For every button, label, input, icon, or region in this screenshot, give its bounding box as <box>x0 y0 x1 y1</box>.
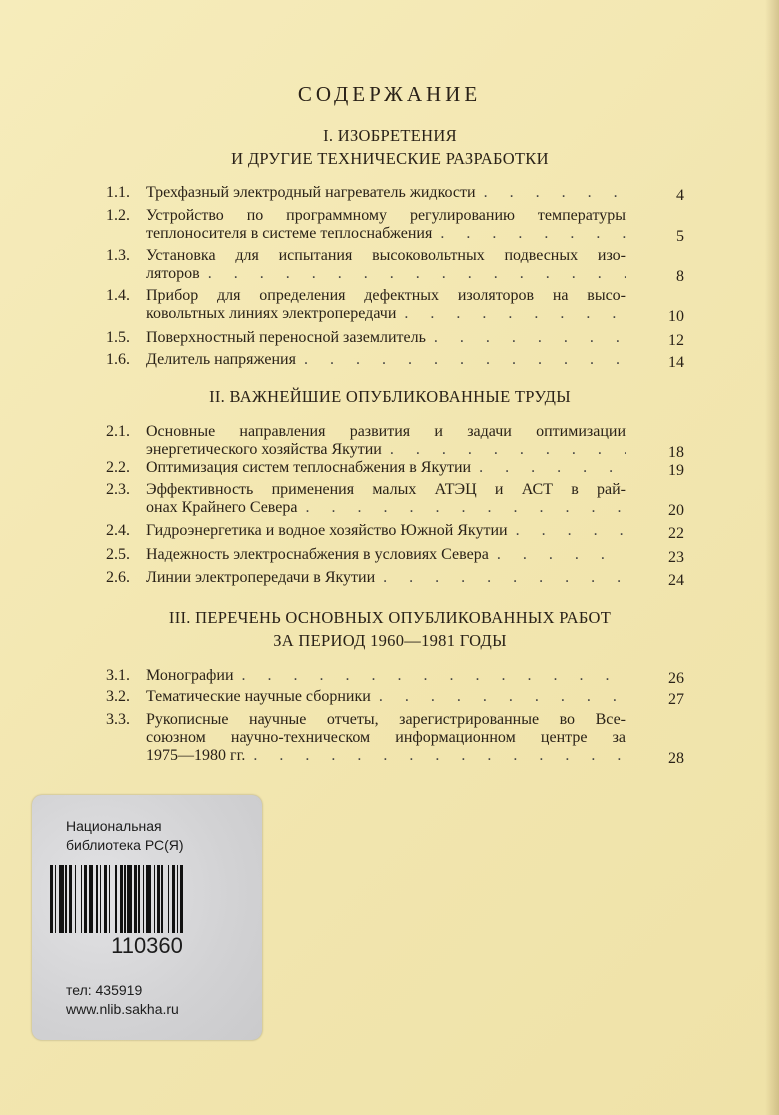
entry-title <box>146 459 626 477</box>
entry-text: Прибор для определения дефектных изоляторов на высо- <box>146 287 626 304</box>
entry-page-number: 8 <box>676 268 684 285</box>
dot-leader <box>305 499 626 517</box>
entry-title <box>146 546 626 564</box>
entry-title-line <box>146 329 626 347</box>
entry-title-line <box>146 351 626 369</box>
entry-text: Трехфазный электродный нагреватель жидкости <box>146 184 476 201</box>
entry-number: 1.4. <box>106 287 130 304</box>
page-title: СОДЕРЖАНИЕ <box>297 82 482 106</box>
entry-page-number: 19 <box>668 462 684 479</box>
entry-page-number: 20 <box>668 502 684 519</box>
entry-page-number: 23 <box>668 549 684 566</box>
entry-title-line <box>146 305 626 323</box>
entry-page-number: 5 <box>676 228 684 245</box>
dot-leader <box>434 329 626 347</box>
entry-title <box>146 329 626 347</box>
entry-title-line <box>146 459 626 477</box>
entry-number: 2.3. <box>106 481 130 498</box>
entry-title <box>146 287 626 323</box>
entry-page-number: 26 <box>668 670 684 687</box>
entry-number: 2.2. <box>106 459 130 476</box>
entry-text: энергетического хозяйства Якутии <box>146 441 382 458</box>
entry-title-line <box>146 667 626 685</box>
entry-title-line <box>146 522 626 540</box>
section-heading-line: I. ИЗОБРЕТЕНИЯ <box>323 126 457 145</box>
entry-text: Устройство по программному регулированию температуры <box>146 207 626 224</box>
entry-text: союзном научно-техническом информационном центре за <box>146 729 626 746</box>
library-website: www.nlib.sakha.ru <box>66 1001 179 1017</box>
entry-text: Линии электропередачи в Якутии <box>146 569 376 586</box>
dot-leader <box>379 688 626 706</box>
entry-title <box>146 184 626 202</box>
entry-text: Эффективность применения малых АТЭЦ и АСТ в рай- <box>146 481 626 498</box>
entry-title-line <box>146 225 626 243</box>
dot-leader <box>516 522 626 540</box>
entry-title <box>146 522 626 540</box>
dot-leader <box>404 305 626 323</box>
entry-title <box>146 351 626 369</box>
entry-text: Тематические научные сборники <box>146 688 371 705</box>
section-heading <box>100 124 680 170</box>
entry-number: 1.2. <box>106 207 130 224</box>
library-phone: тел: 435919 <box>66 982 143 998</box>
entry-title-line <box>146 481 626 499</box>
entry-number: 3.1. <box>106 667 130 684</box>
page-edge-shadow <box>765 0 779 1115</box>
entry-title-line <box>146 546 626 564</box>
entry-title-line <box>146 688 626 706</box>
entry-page-number: 27 <box>668 691 684 708</box>
entry-page-number: 14 <box>668 354 684 371</box>
entry-title-line <box>146 569 626 587</box>
section-heading-line: III. ПЕРЕЧЕНЬ ОСНОВНЫХ ОПУБЛИКОВАННЫХ РАБОТ <box>168 608 612 627</box>
entry-title-line <box>146 287 626 305</box>
entry-title <box>146 711 626 765</box>
entry-page-number: 4 <box>676 187 684 204</box>
entry-page-number: 18 <box>668 444 684 461</box>
entry-number: 3.3. <box>106 711 130 728</box>
entry-title <box>146 207 626 243</box>
entry-title-line <box>146 247 626 265</box>
entry-text: Поверхностный переносной заземлитель <box>146 329 426 346</box>
entry-text: Установка для испытания высоковольтных подвесных изо- <box>146 247 626 264</box>
entry-title-line <box>146 441 626 459</box>
entry-text: онах Крайнего Севера <box>146 499 298 516</box>
entry-text: Делитель напряжения <box>146 351 296 368</box>
entry-title <box>146 688 626 706</box>
section-heading-line: ЗА ПЕРИОД 1960—1981 ГОДЫ <box>273 631 507 650</box>
section-heading-line: II. ВАЖНЕЙШИЕ ОПУБЛИКОВАННЫЕ ТРУДЫ <box>209 387 571 406</box>
library-name-line: Национальная <box>66 818 162 834</box>
entry-title-line <box>146 729 626 747</box>
entry-number: 2.4. <box>106 522 130 539</box>
entry-page-number: 24 <box>668 572 684 589</box>
entry-text: Основные направления развития и задачи оптимизации <box>146 423 626 440</box>
dot-leader <box>390 441 626 459</box>
dot-leader <box>484 184 626 202</box>
entry-text: ковольтных линиях электропередачи <box>146 305 397 322</box>
section-heading <box>100 606 680 652</box>
entry-number: 3.2. <box>106 688 130 705</box>
entry-text: теплоносителя в системе теплоснабжения <box>146 225 433 242</box>
barcode-bar <box>183 865 188 933</box>
entry-number: 2.6. <box>106 569 130 586</box>
entry-number: 1.5. <box>106 329 130 346</box>
barcode <box>50 865 244 933</box>
section-heading-line: И ДРУГИЕ ТЕХНИЧЕСКИЕ РАЗРАБОТКИ <box>231 149 549 168</box>
entry-title-line <box>146 207 626 225</box>
dot-leader <box>383 569 626 587</box>
entry-title-line <box>146 711 626 729</box>
library-name <box>66 817 184 855</box>
entry-page-number: 22 <box>668 525 684 542</box>
entry-page-number: 12 <box>668 332 684 349</box>
entry-title-line <box>146 423 626 441</box>
entry-number: 2.5. <box>106 546 130 563</box>
entry-title <box>146 667 626 685</box>
entry-title <box>146 569 626 587</box>
entry-page-number: 28 <box>668 750 684 767</box>
entry-title <box>146 423 626 459</box>
entry-title <box>146 247 626 283</box>
dot-leader <box>304 351 626 369</box>
entry-number: 1.3. <box>106 247 130 264</box>
entry-title-line <box>146 184 626 202</box>
entry-text: Гидроэнергетика и водное хозяйство Южной Якутии <box>146 522 508 539</box>
entry-title-line <box>146 499 626 517</box>
dot-leader <box>440 225 626 243</box>
entry-number: 2.1. <box>106 423 130 440</box>
entry-number: 1.1. <box>106 184 130 201</box>
entry-text: Монографии <box>146 667 234 684</box>
library-sticker <box>32 795 262 1040</box>
section-heading <box>100 385 680 408</box>
entry-title-line <box>146 747 626 765</box>
entry-page-number: 10 <box>668 308 684 325</box>
dot-leader <box>479 459 626 477</box>
entry-title-line <box>146 265 626 283</box>
entry-text: Рукописные научные отчеты, зарегистрированные во Все- <box>146 711 626 728</box>
library-name-line: библиотека РС(Я) <box>66 837 184 853</box>
entry-text: 1975—1980 гг. <box>146 747 246 764</box>
entry-text: Оптимизация систем теплоснабжения в Якутии <box>146 459 472 476</box>
entry-number: 1.6. <box>106 351 130 368</box>
barcode-number: 110360 <box>111 933 183 958</box>
dot-leader <box>242 667 626 685</box>
entry-text: Надежность электроснабжения в условиях Севера <box>146 546 489 563</box>
entry-text: ляторов <box>146 265 200 282</box>
dot-leader <box>208 265 626 283</box>
library-contacts <box>66 981 179 1019</box>
dot-leader <box>253 747 626 765</box>
entry-title <box>146 481 626 517</box>
dot-leader <box>497 546 626 564</box>
